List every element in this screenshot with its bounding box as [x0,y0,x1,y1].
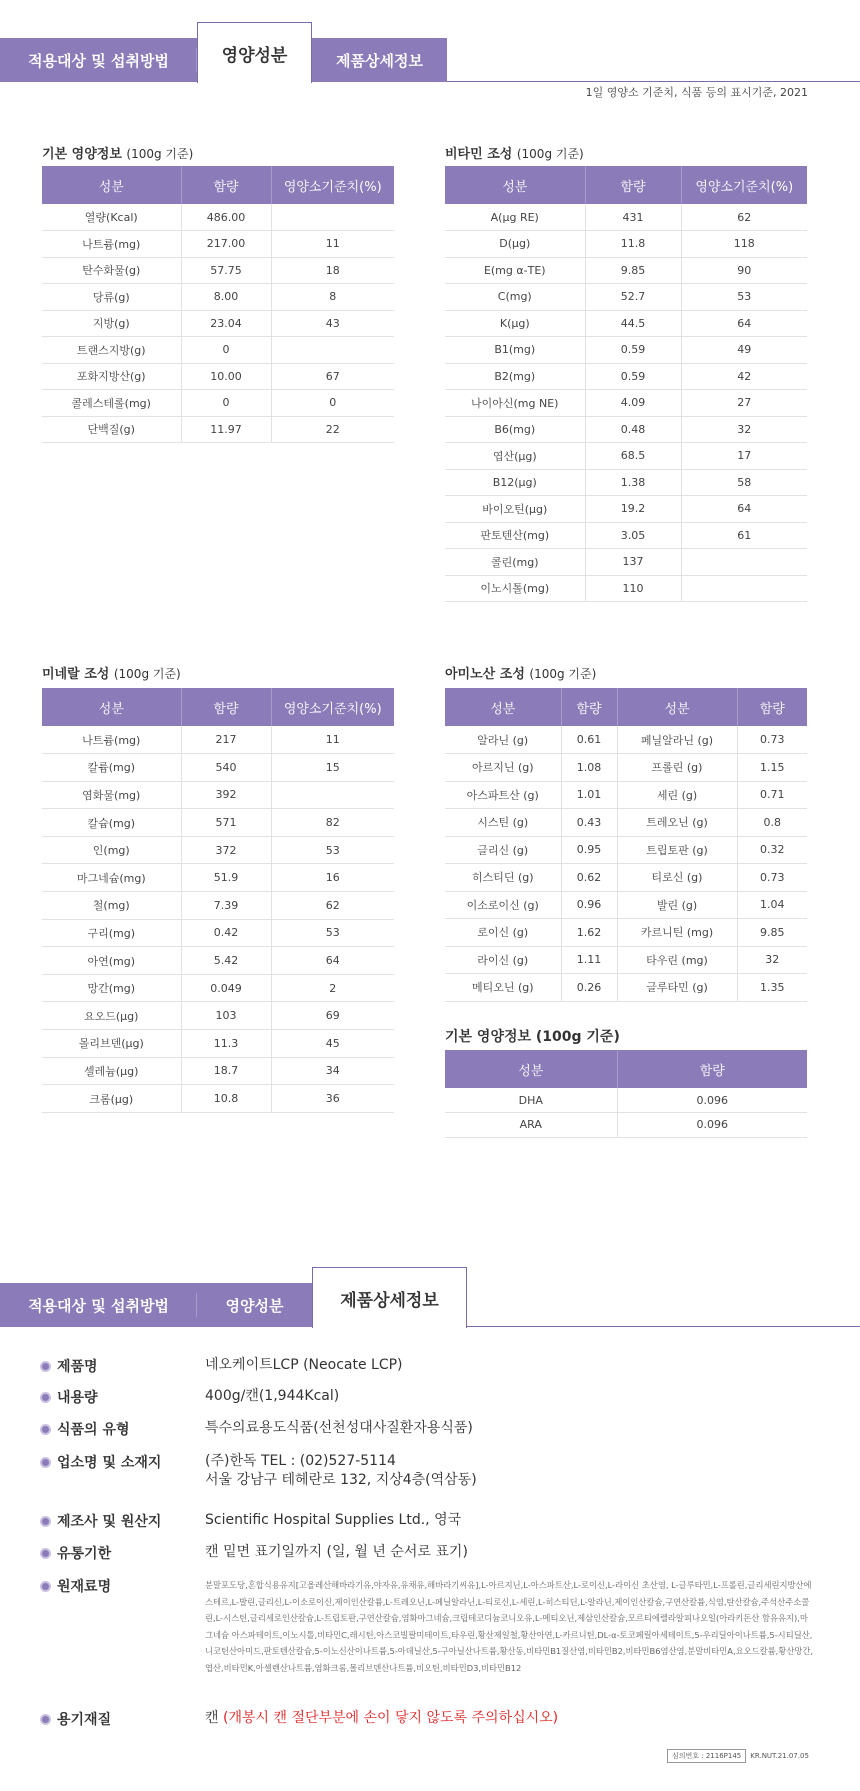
table-cell: ARA [445,1113,617,1138]
table-cell: 217.00 [181,231,271,258]
tab-nutrition-label: 영양성분 [225,1296,284,1315]
table-row [445,575,807,602]
table-row [42,974,394,1002]
table-cell: B2(mg) [445,363,585,390]
table-cell: 셀레늄(μg) [42,1057,181,1085]
table-cell: 나트륨(mg) [42,726,181,754]
table-cell: 판토텐산(mg) [445,522,585,549]
col-header: 함량 [181,166,271,204]
table-cell: 0.61 [561,726,617,754]
table-cell: 엽산(μg) [445,443,585,470]
basic-title: 기본 영양정보 (100g 기준) [42,147,194,162]
table-cell: 67 [271,363,394,390]
table-row [42,1085,394,1113]
table-cell: 히스티딘 (g) [445,864,561,892]
vitamin-table [445,166,807,602]
table-row [445,891,807,919]
col-header: 성분 [42,688,181,726]
table-cell: 0.48 [585,416,681,443]
table-cell [271,204,394,231]
table-cell: 철(mg) [42,892,181,920]
table-row [445,549,807,576]
table-cell: 44.5 [585,310,681,337]
table-cell: B6(mg) [445,416,585,443]
table-cell: 0.96 [561,891,617,919]
bullet-icon [40,1392,51,1403]
table-cell: 90 [681,257,807,284]
table-cell: 27 [681,390,807,417]
table-row [445,310,807,337]
tab-usage-label: 적용대상 및 섭취방법 [28,51,169,70]
tab-nutrition-label: 영양성분 [221,45,288,66]
table-cell: 콜린(mg) [445,549,585,576]
table-row [42,416,394,443]
table-cell: 69 [271,1002,394,1030]
table-cell: 트레오닌 (g) [617,809,737,837]
table-cell: 16 [271,864,394,892]
table-cell: 11 [271,726,394,754]
table-row [445,919,807,947]
table-row [445,231,807,258]
table-cell: 42 [681,363,807,390]
table-cell: 1.62 [561,919,617,947]
table-cell: 칼슘(mg) [42,809,181,837]
tab-product-detail[interactable] [312,1267,467,1328]
table-cell: 메티오닌 (g) [445,974,561,1002]
col-header: 함량 [585,166,681,204]
table-row [42,754,394,782]
table-cell: 로이신 (g) [445,919,561,947]
table-cell: 열량(Kcal) [42,204,181,231]
table-cell: 지방(g) [42,310,181,337]
basic2-title: 기본 영양정보 (100g 기준) [445,1029,620,1045]
table-cell: 118 [681,231,807,258]
top-tab-bar [0,22,860,82]
table-cell: 2 [271,974,394,1002]
tab-product-detail-label: 제품상세정보 [336,51,423,70]
table-cell: 9.85 [585,257,681,284]
table-cell: 58 [681,469,807,496]
table-cell: 11.97 [181,416,271,443]
table-cell: 1.01 [561,781,617,809]
table-cell: 217 [181,726,271,754]
table-cell: 64 [681,496,807,523]
table-cell: 라이신 (g) [445,946,561,974]
table-cell: 페닐알라닌 (g) [617,726,737,754]
table-cell: 22 [271,416,394,443]
table-cell: 53 [271,919,394,947]
table-cell: 0.26 [561,974,617,1002]
table-row [445,469,807,496]
table-row [42,337,394,364]
table-row [42,836,394,864]
table-cell: 32 [737,946,807,974]
table-cell: 51.9 [181,864,271,892]
table-row [445,754,807,782]
table-cell: 1.35 [737,974,807,1002]
table-cell: 몰리브덴(μg) [42,1030,181,1058]
table-cell: 8 [271,284,394,311]
mineral-table [42,688,394,1113]
table-cell: 64 [681,310,807,337]
table-row [42,1057,394,1085]
mineral-title: 미네랄 조성 (100g 기준) [42,667,181,682]
bullet-icon [40,1457,51,1468]
table-cell: 45 [271,1030,394,1058]
table-cell: 64 [271,947,394,975]
table-row [42,231,394,258]
table-row [445,836,807,864]
table-row [42,310,394,337]
table-cell: 62 [681,204,807,231]
amino-title: 아미노산 조성 (100g 기준) [445,667,597,682]
table-cell: 크롬(μg) [42,1085,181,1113]
table-cell: 17 [681,443,807,470]
tab-nutrition[interactable] [197,1283,312,1327]
table-row [445,726,807,754]
table-row [42,892,394,920]
table-cell: 137 [585,549,681,576]
table-cell: 110 [585,575,681,602]
table-cell: 0.59 [585,363,681,390]
table-cell: 53 [681,284,807,311]
table-cell: 62 [271,892,394,920]
table-row [445,974,807,1002]
table-row [445,337,807,364]
table-cell: 타우린 (mg) [617,946,737,974]
table-cell: 망간(mg) [42,974,181,1002]
table-cell: 0 [181,390,271,417]
table-cell: 0 [271,390,394,417]
col-header: 영양소기준치(%) [271,166,394,204]
col-header: 영양소기준치(%) [271,688,394,726]
container-warning: (개봉시 캔 절단부분에 손이 닿지 않도록 주의하십시오) [222,1710,559,1726]
table-cell: 82 [271,809,394,837]
table-row [445,522,807,549]
table-cell: 8.00 [181,284,271,311]
col-header: 성분 [445,166,585,204]
basic-nutrition-table [42,166,394,443]
table-cell: 372 [181,836,271,864]
table-cell: 49 [681,337,807,364]
table-cell [271,781,394,809]
table-cell: 103 [181,1002,271,1030]
table-row [445,1088,807,1113]
table-cell: 9.85 [737,919,807,947]
table-row [42,390,394,417]
table-cell: 칼륨(mg) [42,754,181,782]
table-row [445,443,807,470]
table-cell: E(mg α-TE) [445,257,585,284]
col-header: 성분 [445,688,561,726]
table-cell: 0.73 [737,726,807,754]
table-cell: 시스틴 (g) [445,809,561,837]
col-header: 성분 [445,1050,617,1088]
table-cell: 0.8 [737,809,807,837]
table-cell: 392 [181,781,271,809]
table-cell: 1.15 [737,754,807,782]
table-row [445,864,807,892]
table-cell: 프롤린 (g) [617,754,737,782]
table-cell: 요오드(μg) [42,1002,181,1030]
table-cell: 10.8 [181,1085,271,1113]
table-cell: K(μg) [445,310,585,337]
cert-date: KR.NUT.21.07.05 [750,1752,809,1760]
table-cell: 0.096 [617,1113,807,1138]
tab-usage[interactable] [0,1283,197,1327]
table-cell: 11.8 [585,231,681,258]
table-row [445,781,807,809]
table-row [445,1113,807,1138]
table-cell [271,337,394,364]
table-cell: 카르니틴 (mg) [617,919,737,947]
table-row [445,416,807,443]
table-cell: 마그네슘(mg) [42,864,181,892]
table-cell: 나이아신(mg NE) [445,390,585,417]
table-cell: 5.42 [181,947,271,975]
table-cell [681,549,807,576]
table-cell: 세린 (g) [617,781,737,809]
bottom-tab-bar [0,1267,860,1327]
bullet-icon [40,1424,51,1435]
table-cell: 68.5 [585,443,681,470]
reference-note: 1일 영양소 기준치, 식품 등의 표시기준, 2021 [585,86,808,99]
table-cell: 발린 (g) [617,891,737,919]
table-row [42,726,394,754]
table-cell: 7.39 [181,892,271,920]
table-cell: 알라닌 (g) [445,726,561,754]
table-row [42,257,394,284]
table-cell: 23.04 [181,310,271,337]
table-cell: 0 [181,337,271,364]
table-row [445,257,807,284]
tab-usage-label: 적용대상 및 섭취방법 [28,1296,169,1315]
col-header: 영양소기준치(%) [681,166,807,204]
table-cell: 구리(mg) [42,919,181,947]
table-cell: 아스파트산 (g) [445,781,561,809]
table-cell: 0.73 [737,864,807,892]
table-row [445,284,807,311]
table-row [42,809,394,837]
table-cell: 글리신 (g) [445,836,561,864]
table-cell: 염화물(mg) [42,781,181,809]
table-row [42,947,394,975]
table-cell: 1.11 [561,946,617,974]
tab-product-detail[interactable] [312,38,447,82]
table-cell: 티로신 (g) [617,864,737,892]
table-cell: 당류(g) [42,284,181,311]
tab-usage[interactable] [0,38,197,82]
bullet-icon [40,1548,51,1559]
table-cell: 0.62 [561,864,617,892]
table-cell [681,575,807,602]
col-header: 성분 [42,166,181,204]
table-cell: 0.59 [585,337,681,364]
table-cell: 트랜스지방(g) [42,337,181,364]
table-cell: 34 [271,1057,394,1085]
table-cell: 1.08 [561,754,617,782]
table-row [445,496,807,523]
table-cell: 18 [271,257,394,284]
table-cell: 11 [271,231,394,258]
table-cell: B12(μg) [445,469,585,496]
table-cell: 바이오틴(μg) [445,496,585,523]
certification-info [667,1749,809,1763]
table-row [42,919,394,947]
table-cell: 탄수화물(g) [42,257,181,284]
table-cell: 0.42 [181,919,271,947]
table-cell: 콜레스테롤(mg) [42,390,181,417]
col-header: 함량 [181,688,271,726]
table-cell: 0.71 [737,781,807,809]
table-row [42,284,394,311]
table-cell: B1(mg) [445,337,585,364]
bullet-icon [40,1714,51,1725]
tab-nutrition[interactable] [197,22,312,83]
table-cell: 트립토판 (g) [617,836,737,864]
table-cell: 1.04 [737,891,807,919]
table-cell: 32 [681,416,807,443]
table-cell: 18.7 [181,1057,271,1085]
table-cell: 3.05 [585,522,681,549]
table-cell: 이소로이신 (g) [445,891,561,919]
table-row [445,390,807,417]
vitamin-title: 비타민 조성 (100g 기준) [445,147,584,162]
table-cell: C(mg) [445,284,585,311]
table-cell: 인(mg) [42,836,181,864]
table-cell: 10.00 [181,363,271,390]
table-cell: D(μg) [445,231,585,258]
table-cell: 15 [271,754,394,782]
table-row [42,1030,394,1058]
table-cell: 0.95 [561,836,617,864]
tab-product-detail-label: 제품상세정보 [340,1290,439,1311]
col-header: 함량 [737,688,807,726]
table-cell: 아연(mg) [42,947,181,975]
col-header: 성분 [617,688,737,726]
bullet-icon [40,1581,51,1592]
table-cell: 52.7 [585,284,681,311]
table-cell: 486.00 [181,204,271,231]
table-cell: 571 [181,809,271,837]
table-cell: 아르지닌 (g) [445,754,561,782]
table-row [42,781,394,809]
dha-ara-table [445,1050,807,1138]
table-cell: 57.75 [181,257,271,284]
table-cell: A(μg RE) [445,204,585,231]
table-row [42,864,394,892]
table-cell: 0.049 [181,974,271,1002]
cert-code: 심의번호 : 2116P145 [667,1749,746,1763]
col-header: 함량 [561,688,617,726]
raw-materials-text: 분말포도당,혼합식용유지[고올레산해바라기유,야자유,유채유,해바라기씨유],L-아르지닌,L-아스파트산,L-로이신,L-라이신 초산염, L-글루타민,L-프롤린,글리세린지방산에스테르,L-발린,글리신,L-이소로이신,제이인산칼륨,L-트레오닌,L-페닐알라닌,L-티로신,L-세린,L-히스티딘,L-알라닌,제이인산칼슘,구연산칼륨,식염,탄산칼슘,주석산주소콜린,L-시스틴,글리세로인산칼슘,L-트립토판,구연산칼슘,염화마그네슘,크립테코디늄코니오유,L-메티오닌,제삼인산칼슘,모르티에렐라알피나오일(아라키돈산 함유유지),마그네슘 아스파테이트,이노시톨,비타민C,레시틴,아스코빌팔미테이트,타우린,황산제일철,황산아연,L-카르니틴,DL-α-토코페릴아세테이트,5-우리딜아이나트륨,5-시티딜산,니코틴산아미드,판토텐산칼슘,5-이노신산이나트륨,5-아데닐산,5-구아닐산나트륨,황산동,비타민B1질산염,비타민B2,비타민B6염산염,분말비타민A,요오드칼륨,황산망간,엽산,비타민K,아셀렌산나트륨,염화크롬,몰리브덴산나트륨,비오틴,비타민D3,비타민B12 [205,1580,814,1673]
table-cell: 0.096 [617,1088,807,1113]
table-cell: 43 [271,310,394,337]
table-cell: 61 [681,522,807,549]
table-cell: 19.2 [585,496,681,523]
bullet-icon [40,1516,51,1527]
table-cell: 11.3 [181,1030,271,1058]
table-cell: 이노시톨(mg) [445,575,585,602]
table-row [42,1002,394,1030]
table-row [445,946,807,974]
table-cell: 글루타민 (g) [617,974,737,1002]
table-cell: 포화지방산(g) [42,363,181,390]
table-cell: 0.32 [737,836,807,864]
table-row [445,809,807,837]
amino-acid-table [445,688,807,1002]
table-cell: 1.38 [585,469,681,496]
col-header: 함량 [617,1050,807,1088]
table-row [42,363,394,390]
table-row [42,204,394,231]
table-cell: DHA [445,1088,617,1113]
table-cell: 431 [585,204,681,231]
bullet-icon [40,1361,51,1372]
table-row [445,363,807,390]
table-cell: 540 [181,754,271,782]
table-cell: 53 [271,836,394,864]
table-cell: 나트륨(mg) [42,231,181,258]
table-cell: 36 [271,1085,394,1113]
table-row [445,204,807,231]
table-cell: 0.43 [561,809,617,837]
table-cell: 4.09 [585,390,681,417]
table-cell: 단백질(g) [42,416,181,443]
